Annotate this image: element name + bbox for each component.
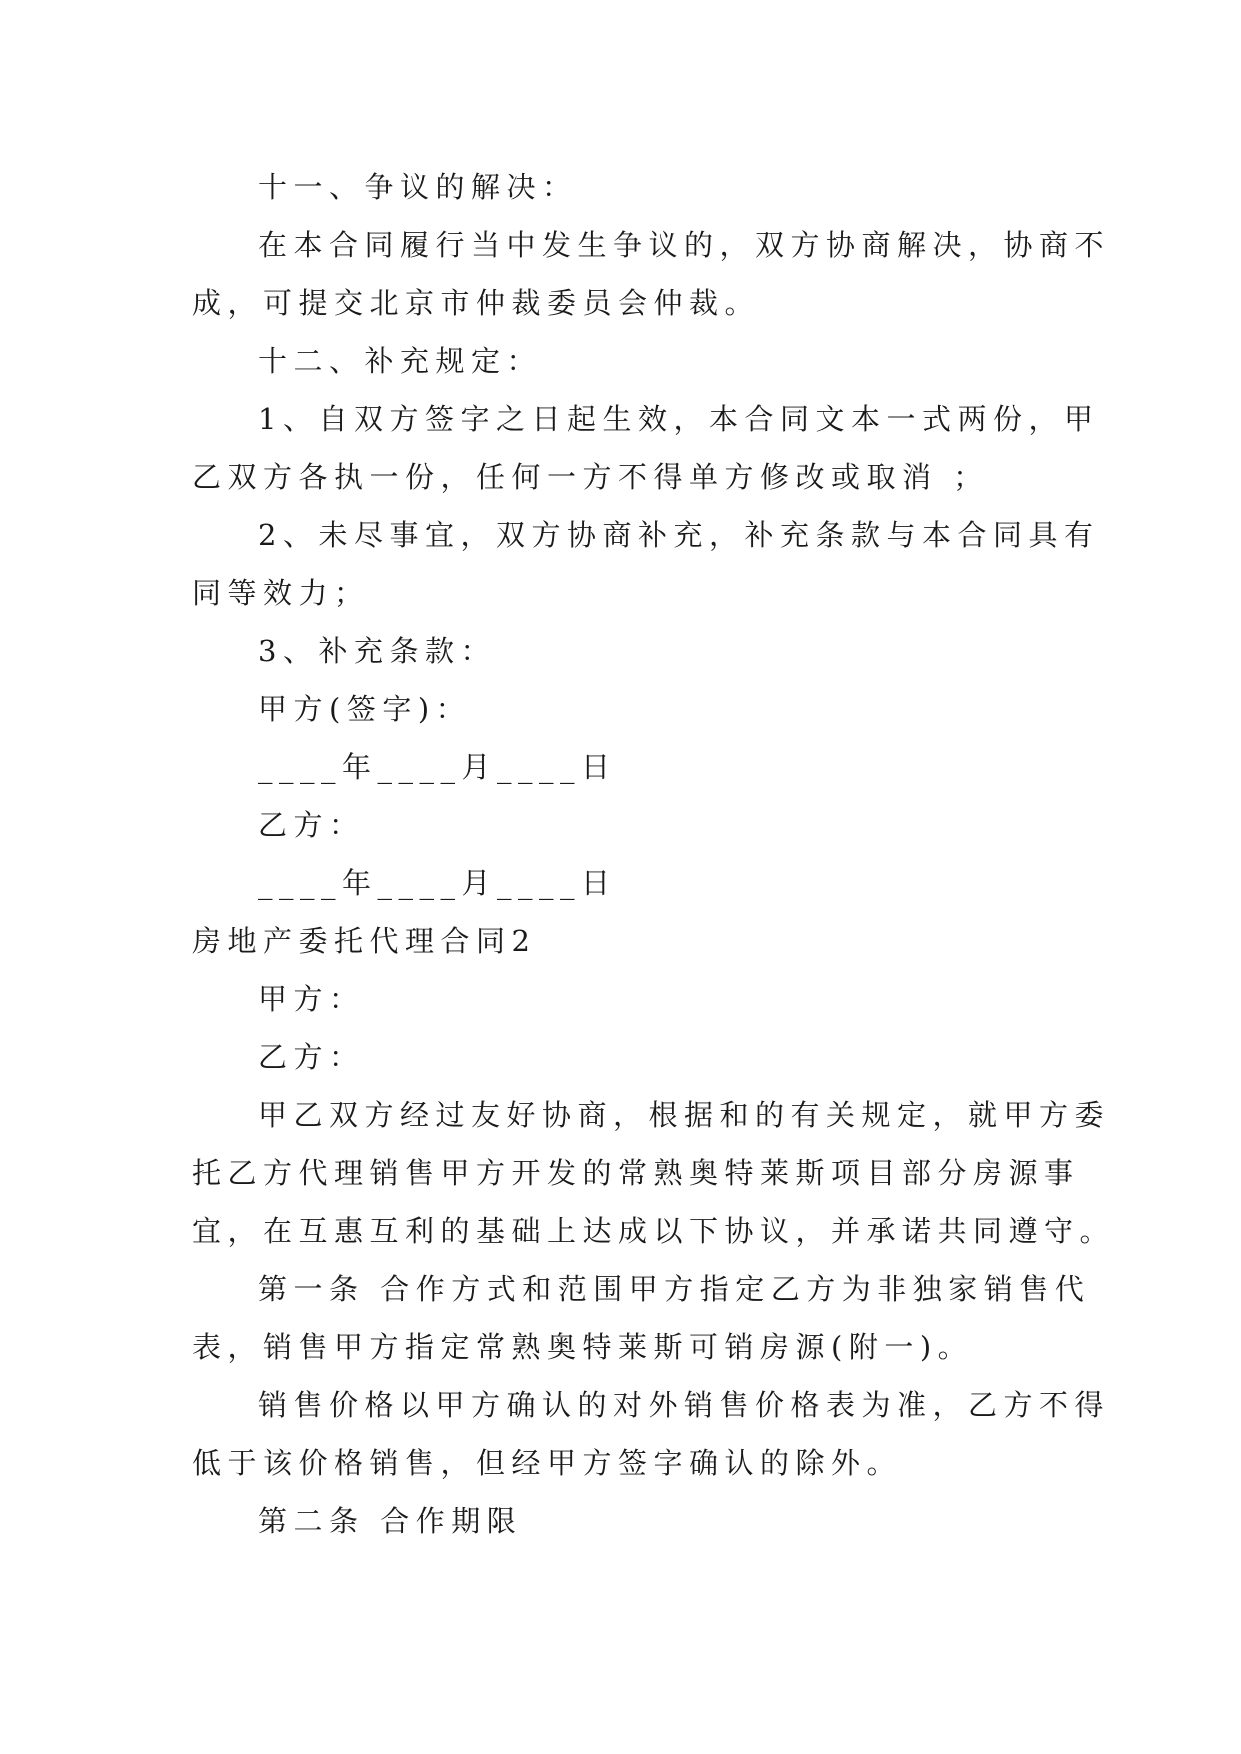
paragraph-line: 低于该价格销售，但经甲方签字确认的除外。	[192, 1446, 903, 1480]
document-body	[192, 158, 1116, 1550]
paragraph-line: 成，可提交北京市仲裁委员会仲裁。	[192, 286, 761, 320]
paragraph-line: 在本合同履行当中发生争议的，双方协商解决，协商不	[258, 228, 1111, 262]
article-two-heading: 第二条 合作期限	[258, 1504, 523, 1538]
signature-party-b: 乙方：	[258, 808, 365, 842]
paragraph-line: 甲乙双方经过友好协商，根据和的有关规定，就甲方委	[258, 1098, 1111, 1132]
date-blank: ____年____月____日	[258, 750, 617, 784]
signature-party-a: 甲方(签字)：	[258, 692, 472, 726]
document-title: 房地产委托代理合同2	[192, 924, 537, 958]
date-blank: ____年____月____日	[258, 866, 617, 900]
paragraph-line: 托乙方代理销售甲方开发的常熟奥特莱斯项目部分房源事	[192, 1156, 1080, 1190]
paragraph-line: 表，销售甲方指定常熟奥特莱斯可销房源(附一)。	[192, 1330, 974, 1364]
paragraph-line: 宜，在互惠互利的基础上达成以下协议，并承诺共同遵守。	[192, 1214, 1116, 1248]
section-heading-supplement: 十二、补充规定：	[258, 344, 543, 378]
section-heading-dispute: 十一、争议的解决：	[258, 170, 578, 204]
article-one-heading: 第一条 合作方式和范围甲方指定乙方为非独家销售代	[258, 1272, 1091, 1306]
party-a-label: 甲方：	[258, 982, 365, 1016]
paragraph-line: 同等效力；	[192, 576, 370, 610]
paragraph-line: 2、未尽事宜，双方协商补充，补充条款与本合同具有	[258, 518, 1100, 552]
paragraph-line: 1、自双方签字之日起生效，本合同文本一式两份，甲	[258, 402, 1100, 436]
paragraph-line: 乙双方各执一份，任何一方不得单方修改或取消 ；	[192, 460, 989, 494]
paragraph-line: 3、补充条款：	[258, 634, 496, 668]
paragraph-line: 销售价格以甲方确认的对外销售价格表为准，乙方不得	[258, 1388, 1111, 1422]
party-b-label: 乙方：	[258, 1040, 365, 1074]
